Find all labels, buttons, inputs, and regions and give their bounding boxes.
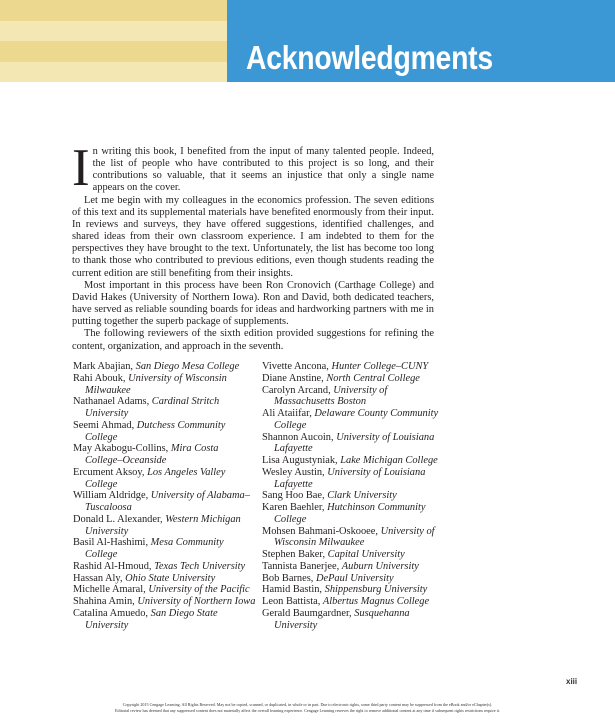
reviewer-institution: Texas Tech University (154, 560, 246, 572)
reviewer-name: Seemi Ahmad, (73, 419, 137, 431)
paragraph-text: n writing this book, I benefited from the input of many talented people. Indeed, the list of people who have contributed to this project is so long, and their contributions so valuable, that it seems an injustice that only a single name appears on the cover. (92, 146, 434, 194)
reviewer-institution: Los Angeles Valley College (85, 466, 226, 490)
reviewer-entry (73, 443, 258, 467)
footer-line: Copyright 2015 Cengage Learning. All Rights Reserved. May not be copied, scanned, or duplicated, in whole or in part. Due to electronic rights, some third party content may be suppressed from the eBook and/or eChapter(s). (122, 702, 493, 707)
header-stripes (0, 0, 227, 82)
reviewer-entry (262, 361, 447, 373)
title-banner (227, 0, 615, 82)
reviewer-name: Lisa Augustyniak, (262, 455, 341, 466)
reviewer-name: Karen Baehler, (262, 502, 328, 513)
reviewer-entry (262, 502, 447, 526)
reviewer-entry (73, 561, 258, 573)
reviewer-entry (262, 549, 447, 561)
reviewer-entry (262, 608, 447, 632)
reviewer-name: Tannista Banerjee, (262, 560, 342, 572)
reviewer-institution: Mesa Community College (85, 537, 224, 560)
reviewer-name: William Aldridge, (73, 490, 151, 502)
reviewer-entry (73, 573, 258, 585)
reviewer-entry (73, 490, 258, 514)
reviewer-institution: Albertus Magnus College (322, 596, 430, 607)
reviewer-name: May Akabogu-Collins, (73, 443, 171, 455)
reviewer-institution: Hutchinson Community College (274, 502, 426, 525)
reviewer-entry (262, 408, 447, 432)
reviewer-name: Leon Battista, (262, 596, 323, 607)
reviewer-name: Nathanael Adams, (73, 396, 152, 408)
reviewer-list-right (262, 361, 447, 631)
reviewer-list-left (73, 361, 258, 631)
reviewer-name: Stephen Baker, (262, 549, 328, 560)
copyright-footer (20, 702, 595, 714)
reviewer-institution: Shippensburg University (324, 584, 428, 596)
paragraph: Let me begin with my colleagues in the economics profession. The seven editions of this text and its supplemental materials have benefited enormously from their input. In reviews and surveys, they have offered suggestions, identified challenges, and shared ideas from their own classroom experience. I am indebted to them for the perspectives they have brought to the text. Unfortunately, the list has become too long to thank those who contributed to previous editions, even though students reading the current edition are still benefiting from their insights. (72, 194, 434, 279)
reviewer-institution: Cardinal Stritch University (85, 396, 220, 419)
chapter-header (0, 0, 615, 82)
reviewer-entry (73, 420, 258, 444)
reviewer-entry (73, 373, 258, 397)
reviewer-institution: Susquehanna University (274, 607, 410, 631)
reviewer-institution: Capital University (327, 549, 405, 560)
reviewer-entry (262, 455, 447, 467)
reviewer-entry (262, 561, 447, 573)
reviewer-entry (262, 526, 447, 550)
drop-cap: I (72, 139, 90, 197)
page-title: Acknowledgments (246, 39, 493, 76)
reviewer-entry (73, 584, 258, 596)
reviewer-entry (73, 537, 258, 561)
reviewer-institution: University of the Pacific (148, 584, 250, 596)
reviewer-name: Mark Abajian, (73, 361, 136, 372)
reviewer-institution: University of Wisconsin Milwaukee (85, 372, 227, 396)
reviewer-name: Wesley Austin, (262, 466, 328, 478)
reviewer-name: Sang Hoo Bae, (262, 490, 328, 502)
stripe (0, 21, 227, 42)
stripe (0, 41, 227, 62)
reviewer-institution: North Central College (326, 372, 420, 384)
reviewer-institution: Delaware County Community College (274, 408, 439, 431)
reviewer-name: Catalina Amuedo, (73, 607, 151, 619)
reviewer-entry (73, 514, 258, 538)
reviewer-name: Rahi Abouk, (73, 372, 129, 384)
reviewer-entry (262, 373, 447, 385)
reviewer-entry (262, 596, 447, 608)
reviewer-institution: Dutchess Community College (85, 419, 226, 443)
reviewer-institution: University of Wisconsin Milwaukee (274, 525, 435, 549)
paragraph (72, 139, 434, 197)
reviewer-entry (73, 467, 258, 491)
reviewer-institution: University of Massachusetts Boston (274, 384, 388, 408)
reviewer-entry (262, 490, 447, 502)
reviewer-entry (73, 361, 258, 373)
reviewer-institution: San Diego Mesa College (135, 361, 240, 372)
stripe (0, 0, 227, 21)
reviewer-institution: Auburn University (341, 560, 419, 572)
reviewer-entry (262, 573, 447, 585)
stripe (0, 62, 227, 83)
reviewer-entry (262, 385, 447, 409)
reviewer-entry (73, 396, 258, 420)
reviewer-name: Diane Anstine, (262, 372, 327, 384)
reviewer-name: Mohsen Bahmani-Oskooee, (262, 525, 381, 537)
reviewer-institution: San Diego State University (85, 607, 218, 631)
paragraph: Most important in this process have been Ron Cronovich (Carthage College) and David Hakes (University of Northern Iowa). Ron and David, both dedicated teachers, have served as reliable sounding boards for ideas and hardworking partners with me in putting together the superb package of supplements. (72, 279, 434, 328)
reviewer-name: Shannon Aucoin, (262, 431, 337, 443)
reviewer-name: Hassan Aly, (73, 572, 126, 584)
reviewer-name: Gerald Baumgardner, (262, 607, 355, 619)
footer-line: Editorial review has deemed that any suppressed content does not materially affect the overall learning experience. Cengage Learning reserves the right to remove additional content at any time if subsequent rights restrictions require it. (115, 708, 500, 713)
reviewer-institution: DePaul University (315, 572, 394, 584)
reviewer-institution: University of Alabama–Tuscaloosa (85, 490, 250, 513)
reviewer-institution: Lake Michigan College (340, 455, 438, 466)
reviewer-name: Basil Al-Hashimi, (73, 537, 151, 549)
reviewer-institution: Clark University (327, 490, 397, 502)
reviewer-entry (73, 608, 258, 632)
reviewer-institution: Hunter College–CUNY (331, 361, 429, 372)
reviewer-institution: University of Louisiana Lafayette (274, 466, 426, 490)
reviewer-name: Hamid Bastin, (262, 584, 325, 596)
reviewer-name: Bob Barnes, (262, 572, 316, 584)
reviewer-name: Carolyn Arcand, (262, 384, 334, 396)
reviewer-name: Shahina Amin, (73, 596, 138, 607)
reviewer-institution: Ohio State University (125, 572, 216, 584)
reviewer-name: Michelle Amaral, (73, 584, 149, 596)
reviewer-entry (262, 584, 447, 596)
reviewer-name: Vivette Ancona, (262, 361, 332, 372)
reviewer-entry (73, 596, 258, 608)
reviewer-name: Donald L. Alexander, (73, 513, 166, 525)
intro-text (72, 139, 434, 353)
reviewer-institution: Western Michigan University (85, 513, 241, 537)
paragraph: The following reviewers of the sixth edition provided suggestions for refining the content, organization, and approach in the seventh. (72, 328, 434, 352)
reviewer-institution: University of Northern Iowa (137, 596, 256, 607)
reviewer-name: Ali Ataiifar, (262, 408, 315, 419)
reviewer-name: Ercument Aksoy, (73, 466, 148, 478)
reviewer-entry (262, 467, 447, 491)
reviewer-institution: University of Louisiana Lafayette (274, 431, 435, 455)
page-number: xiii (566, 677, 578, 686)
reviewer-name: Rashid Al-Hmoud, (73, 560, 155, 572)
reviewer-institution: Mira Costa College–Oceanside (85, 443, 219, 466)
reviewer-entry (262, 432, 447, 456)
